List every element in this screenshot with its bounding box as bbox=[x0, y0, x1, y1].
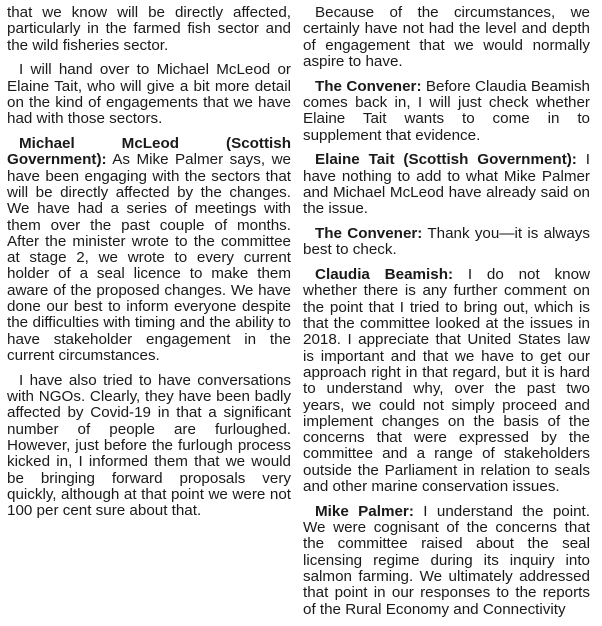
paragraph bbox=[7, 373, 291, 520]
paragraph bbox=[303, 504, 590, 618]
speaker-name: Michael McLeod (Scottish Government): bbox=[7, 135, 291, 169]
paragraph-text: Because of the circumstances, we certainly have not had the level and depth of engagement that we would normally aspire to have. bbox=[303, 4, 590, 70]
paragraph bbox=[7, 62, 291, 127]
speaker-name: Mike Palmer: bbox=[315, 502, 414, 520]
speaker-name: Claudia Beamish: bbox=[315, 266, 454, 284]
paragraph bbox=[303, 79, 590, 144]
paragraph bbox=[303, 5, 590, 70]
paragraph-text: Thank you—it is always best to check. bbox=[303, 225, 590, 259]
paragraph bbox=[7, 5, 291, 54]
paragraph-text: I will hand over to Michael McLeod or Elaine Tait, who will give a bit more detail on the kind of engagements that we have had with those sectors. bbox=[7, 61, 291, 128]
speaker-name: The Convener: bbox=[315, 225, 423, 243]
right-column bbox=[303, 5, 590, 626]
paragraph-text: Before Claudia Beamish comes back in, I will just check whether Elaine Tait wants to come in to supplement that evidence. bbox=[303, 77, 591, 144]
paragraph-text: I have nothing to add to what Mike Palmer and Michael McLeod have already said on the issue. bbox=[303, 151, 590, 218]
paragraph-text: As Mike Palmer says, we have been engaging with the sectors that will be directly affected by the changes. We have had a series of meetings with them over the past couple of months. After the minister wrote to the committee at stage 2, we wrote to every current holder of a seal licence to make them aware of the proposed changes. We have done our best to inform everyone despite the difficulties with timing and the ability to have stakeholder engagement in the current circumstances. bbox=[7, 151, 291, 364]
paragraph bbox=[303, 267, 590, 495]
paragraph-text: I understand the point. We were cognisant of the concerns that the committee raised about the seal licensing regime during its inquiry into salmon farming. We ultimately addressed that point in our responses to the reports of the Rural Economy and Connectivity bbox=[303, 502, 590, 618]
paragraph bbox=[303, 152, 590, 217]
paragraph bbox=[303, 226, 590, 259]
speaker-name: The Convener: bbox=[315, 77, 422, 95]
paragraph-text: I do not know whether there is any further comment on the point that I tried to bring out, which is that the committee looked at the issues in 2018. I appreciate that United States law is important and that we have to get our approach right in that regard, but it is hard to understand why, over the past two years, we could not simply proceed and implement changes on the basis of the concerns that were expressed by the committee and a range of stakeholders outside the Parliament in relation to seals and other marine conservation issues. bbox=[303, 266, 590, 496]
paragraph-text: that we know will be directly affected, particularly in the farmed fish sector and the wild fisheries sector. bbox=[7, 4, 291, 54]
paragraph-text: I have also tried to have conversations with NGOs. Clearly, they have been badly affected by Covid-19 in that a significant number of people are furloughed. However, just before the furlough process kicked in, I informed them that we would be bringing forward proposals very quickly, although at that point we were not 100 per cent sure about that. bbox=[7, 371, 291, 520]
speaker-name: Elaine Tait (Scottish Government): bbox=[315, 151, 577, 169]
left-column bbox=[7, 5, 291, 528]
paragraph bbox=[7, 136, 291, 364]
